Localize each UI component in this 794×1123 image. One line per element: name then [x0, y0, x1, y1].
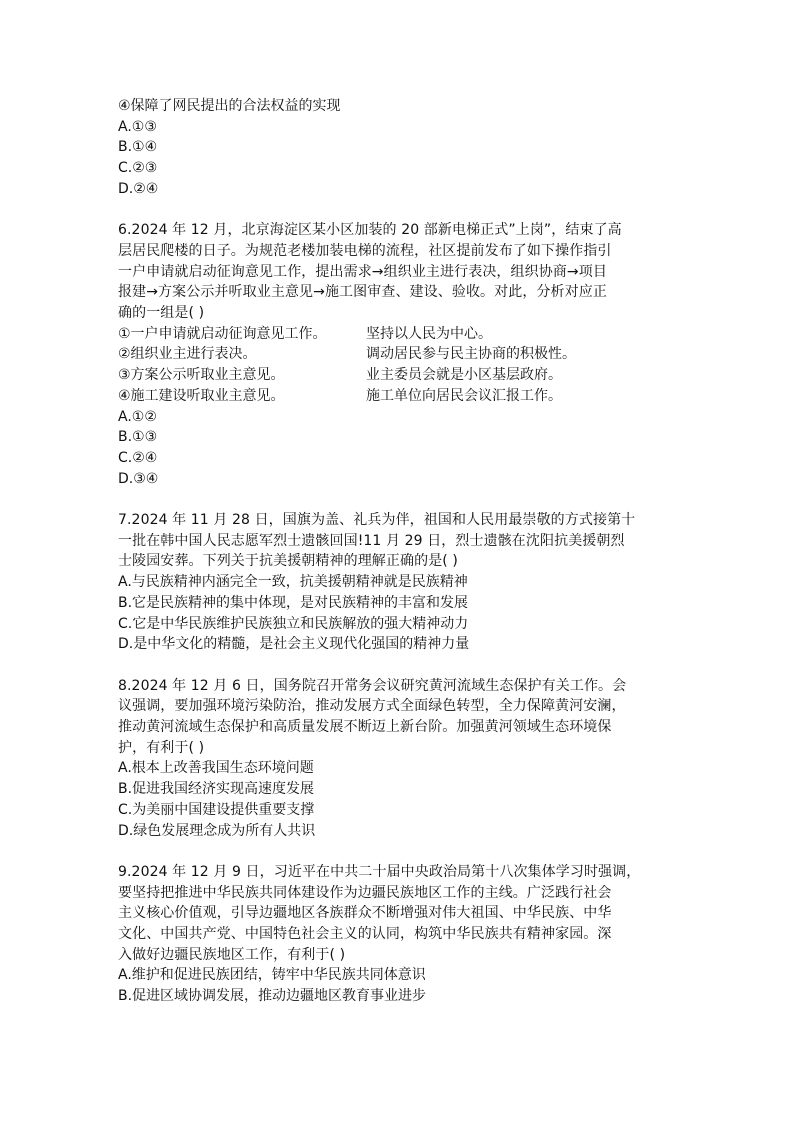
q5-option-d[interactable]: D.②④ [118, 180, 159, 197]
q6-pair-right: 施工单位向居民会议汇报工作。 [366, 387, 562, 404]
q6-option-b[interactable]: B.①③ [118, 429, 158, 446]
q6-stem-line: 一户申请就启动征询意见工作，提出需求→组织业主进行表决，组织协商→项目 [118, 263, 607, 280]
q6-option-d[interactable]: D.③④ [118, 470, 159, 487]
question-7 [118, 510, 678, 655]
q9-stem-line: 主义核心价值观，引导边疆地区各族群众不断增强对伟大祖国、中华民族、中华 [118, 905, 612, 922]
q9-stem-line: 入做好边疆民族地区工作，有利于( ) [118, 946, 346, 963]
q9-stem-line: 9.2024 年 12 月 9 日，习近平在中共二十届中央政治局第十八次集体学习时强调， [118, 863, 641, 880]
q6-pair-right: 坚持以人民为中心。 [366, 325, 492, 342]
q6-stem-line: 报建→方案公示并听取业主意见→施工图审查、建设、验收。对此，分析对应正 [118, 284, 607, 301]
q8-stem-line: 护，有利于( ) [118, 739, 205, 756]
q5-option-a[interactable]: A.①③ [118, 118, 157, 135]
q6-option-c[interactable]: C.②④ [118, 449, 158, 466]
q7-option-c[interactable]: C.它是中华民族维护民族独立和民族解放的强大精神动力 [118, 615, 469, 632]
q6-stem-line: 层居民爬楼的日子。为规范老楼加装电梯的流程，社区提前发布了如下操作指引 [118, 242, 612, 259]
q8-stem-line: 8.2024 年 12 月 6 日，国务院召开常务会议研究黄河流域生态保护有关工作。会 [118, 677, 627, 694]
q6-pair-4 [118, 386, 678, 407]
q6-stem-line: 确的一组是( ) [118, 305, 205, 322]
q8-option-c[interactable]: C.为美丽中国建设提供重要支撑 [118, 801, 315, 818]
q7-option-a[interactable]: A.与民族精神内涵完全一致，抗美援朝精神就是民族精神 [118, 574, 468, 591]
q8-stem-line: 议强调，要加强环境污染防治，推动发展方式全面绿色转型，全力保障黄河安澜， [118, 698, 626, 715]
q6-pair-right: 业主委员会就是小区基层政府。 [366, 367, 562, 384]
spacer [118, 655, 678, 676]
question-8 [118, 676, 678, 842]
q7-stem-line: 士陵园安葬。下列关于抗美援朝精神的理解正确的是( ) [118, 553, 458, 570]
q8-option-a[interactable]: A.根本上改善我国生态环境问题 [118, 760, 314, 777]
spacer [118, 200, 678, 221]
q6-pair-right: 调动居民参与民主协商的积极性。 [366, 346, 576, 363]
q6-option-a[interactable]: A.①② [118, 408, 157, 425]
q8-option-d[interactable]: D.绿色发展理念成为所有人共识 [118, 822, 316, 839]
q9-option-a[interactable]: A.维护和促进民族团结，铸牢中华民族共同体意识 [118, 967, 426, 984]
exam-page [118, 96, 678, 1007]
q6-pair-left: ②组织业主进行表决。 [118, 346, 257, 363]
q9-stem-line: 要坚持把推进中华民族共同体建设作为边疆民族地区工作的主线。广泛践行社会 [118, 884, 612, 901]
q6-pair-left: ④施工建设听取业主意见。 [118, 387, 285, 404]
q7-option-b[interactable]: B.它是民族精神的集中体现，是对民族精神的丰富和发展 [118, 594, 469, 611]
q6-pair-1 [118, 324, 678, 345]
question-5-tail [118, 96, 678, 200]
q6-pair-2 [118, 344, 678, 365]
spacer [118, 841, 678, 862]
q8-stem-line: 推动黄河流域生态保护和高质量发展不断迈上新台阶。加强黄河领域生态环境保 [118, 719, 612, 736]
question-9 [118, 862, 678, 1007]
q9-stem-line: 文化、中国共产党、中国特色社会主义的认同，构筑中华民族共有精神家园。深 [118, 926, 612, 943]
q5-item-4: ④保障了网民提出的合法权益的实现 [118, 98, 341, 114]
q9-option-b[interactable]: B.促进区域协调发展，推动边疆地区教育事业进步 [118, 988, 427, 1005]
q7-stem-line: 一批在韩中国人民志愿军烈士遗骸回国!11 月 29 日，烈士遗骸在沈阳抗美援朝烈 [118, 532, 625, 549]
q5-option-b[interactable]: B.①④ [118, 139, 158, 156]
q8-option-b[interactable]: B.促进我国经济实现高速度发展 [118, 781, 315, 798]
q7-stem-line: 7.2024 年 11 月 28 日，国旗为盖、礼兵为伴，祖国和人民用最崇敬的方式接第十 [118, 512, 636, 529]
q6-pair-left: ③方案公示听取业主意见。 [118, 367, 285, 384]
q6-stem-line: 6.2024 年 12 月，北京海淀区某小区加装的 20 部新电梯正式”上岗”，结束了高 [118, 222, 622, 239]
q6-pair-left: ①一户申请就启动征询意见工作。 [118, 325, 327, 342]
q7-option-d[interactable]: D.是中华文化的精髓，是社会主义现代化强国的精神力量 [118, 636, 470, 653]
spacer [118, 489, 678, 510]
q5-option-c[interactable]: C.②③ [118, 160, 158, 177]
q6-pair-3 [118, 365, 678, 386]
question-6 [118, 220, 678, 489]
